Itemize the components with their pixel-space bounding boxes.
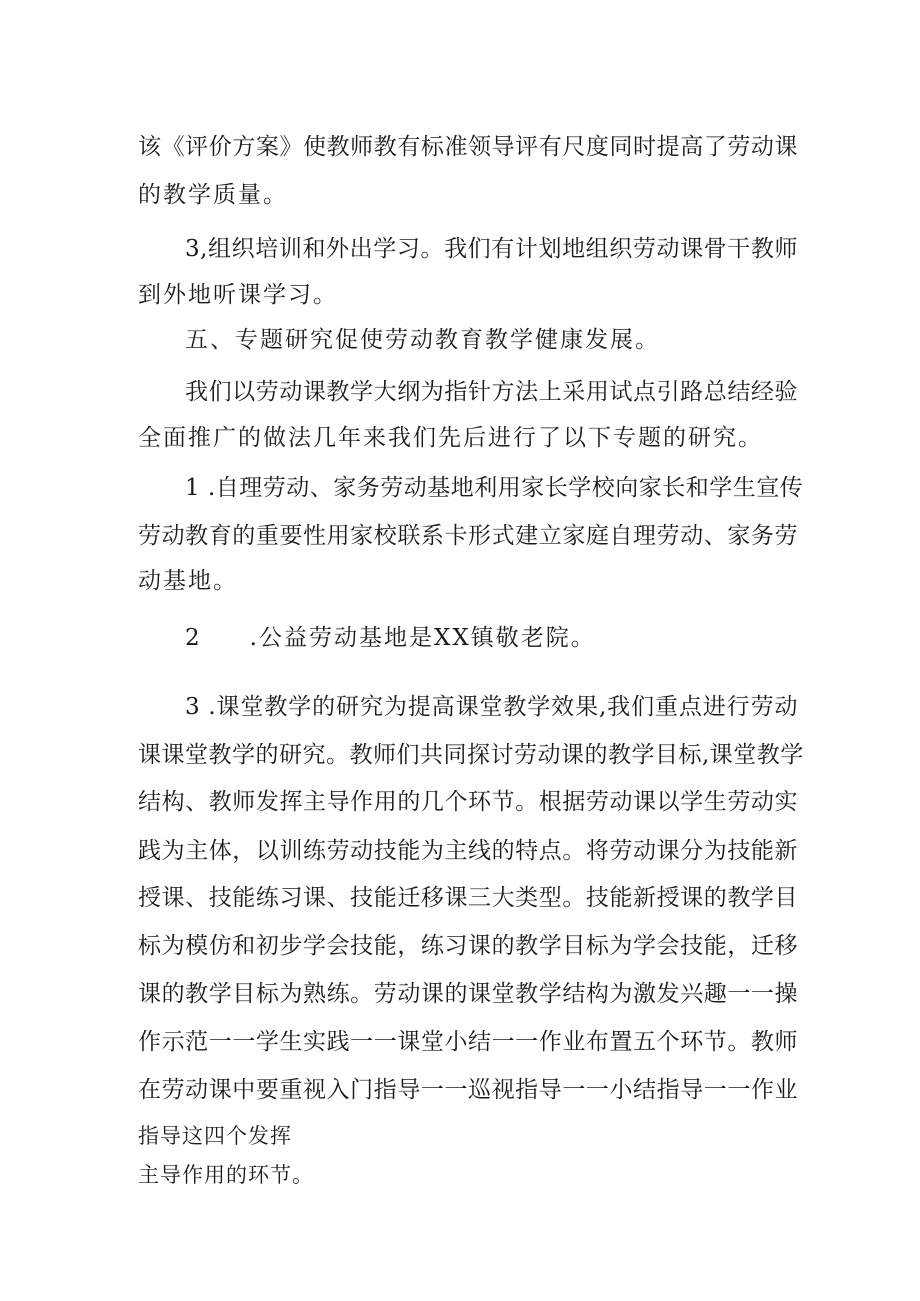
text-line: 作示范一一学生实践一一课堂小结一一作业布置五个环节。教师 bbox=[138, 1029, 798, 1055]
text-line: 指导这四个发挥 bbox=[138, 1124, 292, 1148]
list-number: 2 bbox=[185, 625, 202, 651]
text-line: 全面推广的做法几年来我们先后进行了以下专题的研究。 bbox=[138, 425, 763, 451]
text-line: 标为模仿和初步学会技能，练习课的教学目标为学会技能，迁移 bbox=[138, 933, 798, 959]
text-line: 在劳动课中要重视入门指导一一巡视指导一一小结指导一一作业 bbox=[138, 1077, 798, 1103]
section-heading: 五、专题研究促使劳动教育教学健康发展。 bbox=[185, 327, 660, 353]
list-item-text: .公益劳动基地是XX镇敬老院。 bbox=[249, 625, 596, 651]
text-line: 的教学质量。 bbox=[138, 182, 288, 208]
text-line: 1 .自理劳动、家务劳动基地利用家长学校向家长和学生宣传 bbox=[185, 475, 804, 501]
text-line: 3 .课堂教学的研究为提高课堂教学效果,我们重点进行劳动 bbox=[185, 694, 798, 720]
text-line: 动基地。 bbox=[138, 568, 238, 594]
text-line: 结构、教师发挥主导作用的几个环节。根据劳动课以学生劳动实 bbox=[138, 789, 798, 815]
list-item bbox=[185, 623, 798, 653]
text-line: 课课堂教学的研究。教师们共同探讨劳动课的教学目标,课堂教学 bbox=[138, 742, 804, 768]
text-line: 授课、技能练习课、技能迁移课三大类型。技能新授课的教学目 bbox=[138, 885, 798, 911]
text-line: 劳动教育的重要性用家校联系卡形式建立家庭自理劳动、家务劳 bbox=[138, 523, 798, 549]
text-line: 践为主体，以训练劳动技能为主线的特点。将劳动课分为技能新 bbox=[138, 838, 798, 864]
text-line: 该《评价方案》使教师教有标准领导评有尺度同时提高了劳动课 bbox=[138, 134, 798, 160]
text-line: 课的教学目标为熟练。劳动课的课堂教学结构为激发兴趣一一操 bbox=[138, 981, 798, 1007]
text-line: 3,组织培训和外出学习。我们有计划地组织劳动课骨干教师 bbox=[185, 236, 798, 262]
text-line: 我们以劳动课教学大纲为指针方法上采用试点引路总结经验 bbox=[185, 379, 798, 405]
text-line: 主导作用的环节。 bbox=[138, 1163, 314, 1187]
text-line: 到外地听课学习。 bbox=[138, 282, 338, 308]
